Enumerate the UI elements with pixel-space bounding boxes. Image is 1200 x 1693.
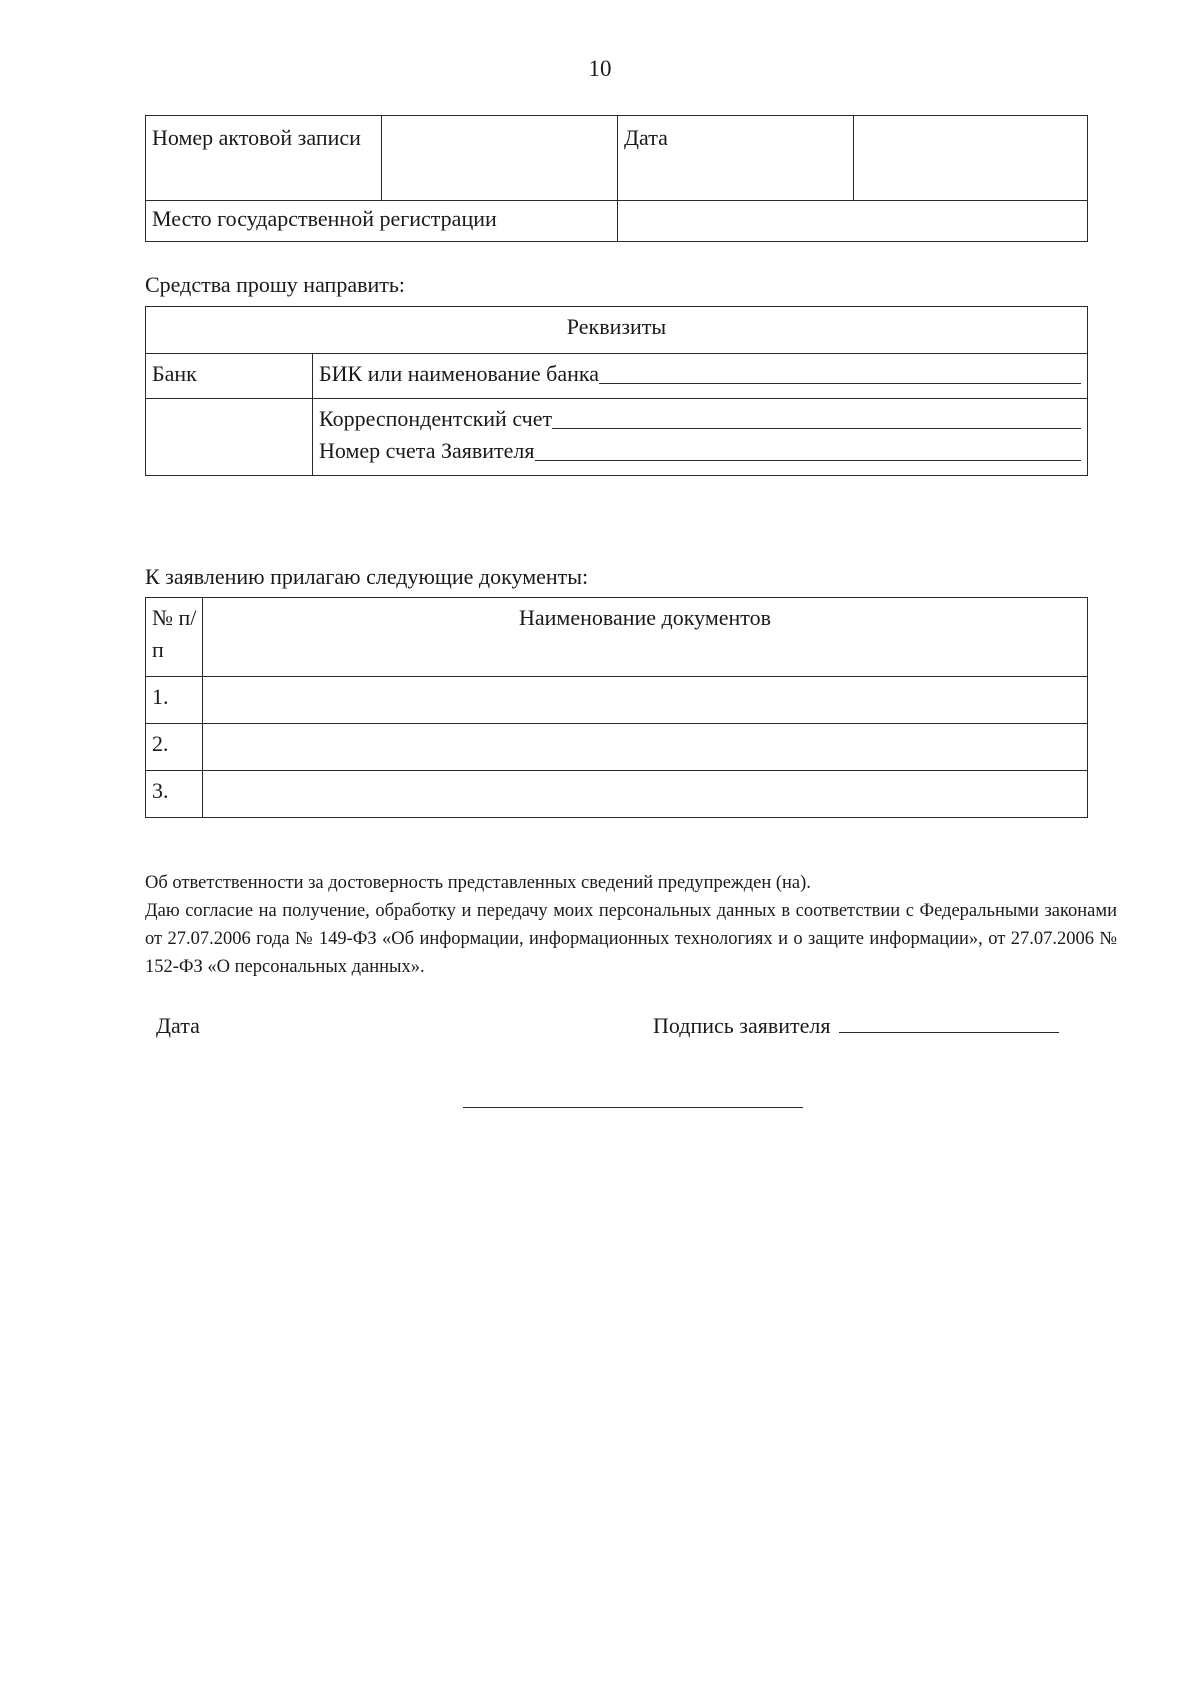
responsibility-note: Об ответственности за достоверность представленных сведений предупрежден (на). [145, 873, 811, 893]
date-label: Дата [618, 116, 854, 201]
corr-account-label: Корреспондентский счет [319, 406, 553, 431]
table-row [146, 677, 1088, 724]
document-name-column-header: Наименование документов [203, 598, 1088, 677]
table-row [146, 724, 1088, 771]
account-input-line[interactable] [535, 459, 1082, 461]
signature-line[interactable] [839, 1032, 1059, 1033]
bank-details-table [145, 306, 1088, 476]
bank-blank-cell [146, 399, 313, 476]
consent-note: Даю согласие на получение, обработку и передачу моих персональных данных в соответствии с Федеральными законами от 27.07.2006 года № 149-ФЗ «Об информации, информационных технологиях и о защите информации», от 27.07.2006 № 152-ФЗ «О персональных данных». [145, 901, 1117, 977]
table-row [146, 771, 1088, 818]
bik-label: БИК или наименование банка [319, 361, 600, 386]
registration-place-label: Место государственной регистрации [146, 201, 618, 242]
row-number: 3. [146, 771, 203, 818]
consent-notes [145, 869, 1117, 981]
date-field[interactable] [854, 116, 1088, 201]
row-number: 2. [146, 724, 203, 771]
bik-field[interactable] [313, 354, 1088, 399]
corr-account-input-line[interactable] [552, 427, 1081, 429]
requisites-header: Реквизиты [146, 307, 1088, 354]
signature-block [653, 1013, 1059, 1039]
account-fields [313, 399, 1088, 476]
footer-date-label: Дата [156, 1013, 200, 1038]
attached-documents-label: К заявлению прилагаю следующие документы: [145, 564, 589, 589]
page-number: 10 [588, 56, 612, 81]
record-number-label: Номер актовой записи [146, 116, 382, 201]
bank-label: Банк [146, 354, 313, 399]
row-number: 1. [146, 677, 203, 724]
document-name-field[interactable] [203, 677, 1088, 724]
document-name-field[interactable] [203, 724, 1088, 771]
record-number-field[interactable] [382, 116, 618, 201]
bik-input-line[interactable] [599, 382, 1081, 384]
number-column-header: № п/п [146, 598, 203, 677]
account-label: Номер счета Заявителя [319, 438, 535, 463]
registration-table [145, 115, 1088, 242]
bottom-rule [463, 1107, 803, 1108]
signature-label: Подпись заявителя [653, 1013, 831, 1038]
documents-table [145, 597, 1088, 818]
document-name-field[interactable] [203, 771, 1088, 818]
funds-direction-label: Средства прошу направить: [145, 272, 406, 297]
registration-place-field[interactable] [618, 201, 1088, 242]
